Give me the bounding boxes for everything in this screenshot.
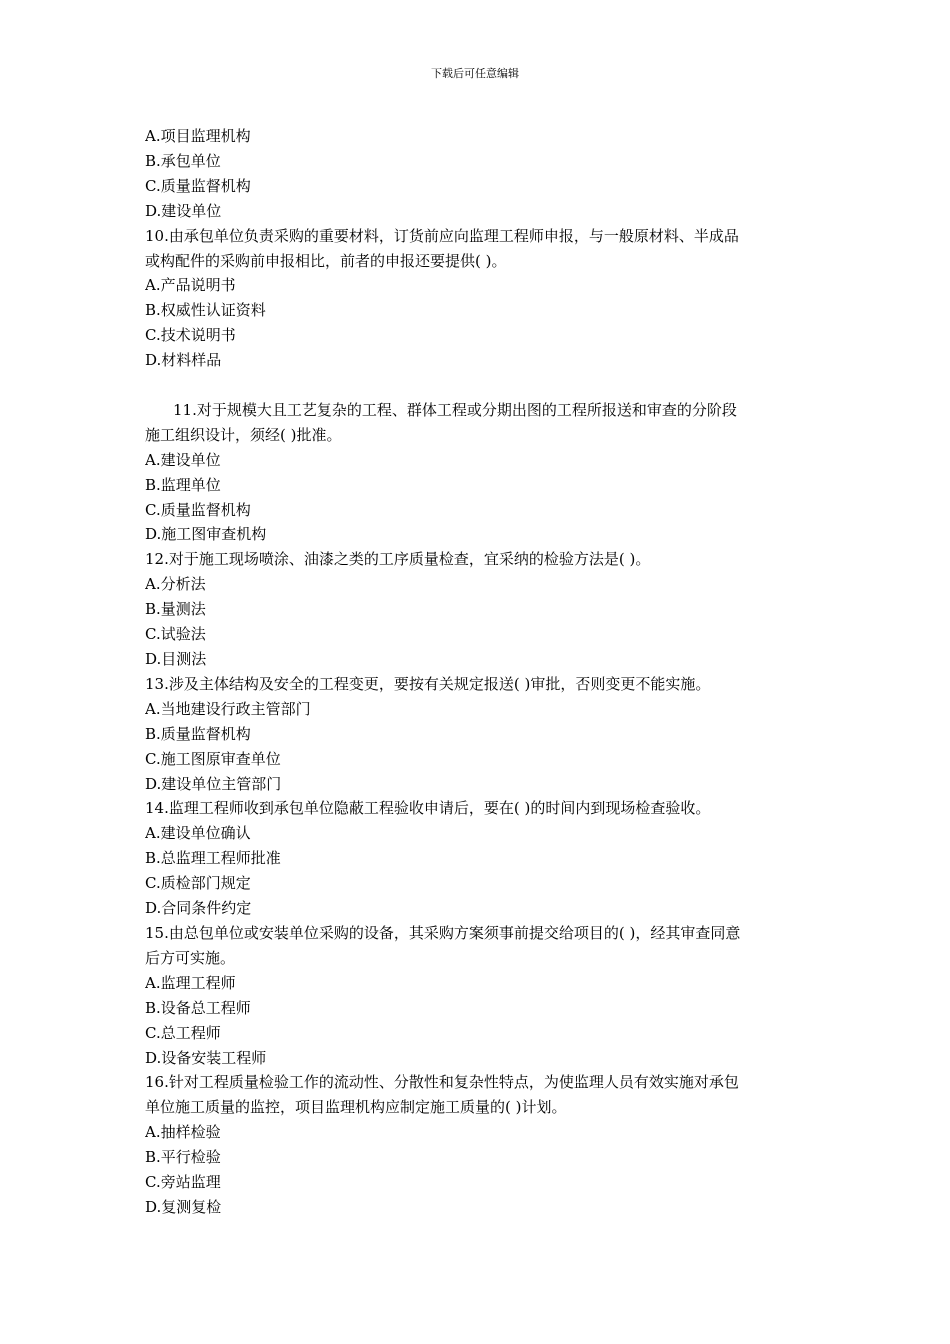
- text-line: B.设备总工程师: [145, 998, 251, 1017]
- text-line: C.施工图原审查单位: [145, 749, 281, 768]
- text-line: C.质量监督机构: [145, 500, 251, 519]
- text-line: C.质量监督机构: [145, 176, 251, 195]
- text-line: D.设备安装工程师: [145, 1048, 267, 1067]
- text-line: A.当地建设行政主管部门: [145, 699, 311, 718]
- text-line: B.承包单位: [145, 151, 221, 170]
- document-body: [145, 124, 805, 1220]
- text-line: 14.监理工程师收到承包单位隐蔽工程验收申请后，要在( )的时间内到现场检查验收。: [145, 799, 711, 818]
- text-line: B.量测法: [145, 600, 206, 619]
- text-line: A.建设单位确认: [145, 824, 251, 843]
- text-line: C.质检部门规定: [145, 874, 251, 893]
- text-line: B.平行检验: [145, 1148, 221, 1167]
- text-line: B.监理单位: [145, 475, 221, 494]
- blank-line: [145, 373, 805, 398]
- text-line: B.质量监督机构: [145, 724, 251, 743]
- text-line: 单位施工质量的监控，项目监理机构应制定施工质量的( )计划。: [145, 1098, 567, 1117]
- text-line: A.建设单位: [145, 450, 221, 469]
- text-line: 施工组织设计，须经( )批准。: [145, 425, 342, 444]
- text-line: 13.涉及主体结构及安全的工程变更，要按有关规定报送( )审批，否则变更不能实施。: [145, 674, 711, 693]
- text-line: A.产品说明书: [145, 276, 236, 295]
- text-line: A.项目监理机构: [145, 127, 251, 145]
- text-line: A.分析法: [145, 575, 206, 594]
- questions-block-2: [145, 423, 805, 1220]
- text-line: C.总工程师: [145, 1023, 221, 1042]
- text-line: D.复测复检: [145, 1197, 222, 1216]
- page-header: 下载后可任意编辑: [431, 67, 519, 80]
- text-line: D.建设单位主管部门: [145, 774, 282, 793]
- text-line: 后方可实施。: [145, 948, 236, 967]
- questions-block-1: [145, 124, 805, 373]
- text-line: 或构配件的采购前申报相比，前者的申报还要提供( )。: [145, 251, 507, 270]
- text-line: D.建设单位: [145, 201, 222, 220]
- text-line: D.施工图审查机构: [145, 525, 267, 544]
- text-line: 12.对于施工现场喷涂、油漆之类的工序质量检查，宜采纳的检验方法是( )。: [145, 550, 651, 569]
- text-line: B.总监理工程师批准: [145, 849, 281, 868]
- text-line: 15.由总包单位或安装单位采购的设备，其采购方案须事前提交给项目的( )，经其审查同意: [145, 923, 741, 942]
- text-line: 16.针对工程质量检验工作的流动性、分散性和复杂性特点，为使监理人员有效实施对承包: [145, 1073, 739, 1092]
- text-line: A.监理工程师: [145, 973, 236, 992]
- text-line: B.权威性认证资料: [145, 301, 266, 320]
- text-line: A.抽样检验: [145, 1123, 221, 1142]
- text-line: D.合同条件约定: [145, 899, 252, 918]
- text-line: D.目测法: [145, 650, 207, 669]
- text-line: C.技术说明书: [145, 326, 236, 345]
- text-line: 10.由承包单位负责采购的重要材料，订货前应向监理工程师申报，与一般原材料、半成品: [145, 226, 739, 245]
- question-11-first-line: 11.对于规模大且工艺复杂的工程、群体工程或分期出图的工程所报送和审查的分阶段: [173, 400, 737, 419]
- text-line: C.旁站监理: [145, 1173, 221, 1192]
- text-line: D.材料样品: [145, 351, 222, 370]
- text-line: C.试验法: [145, 625, 206, 644]
